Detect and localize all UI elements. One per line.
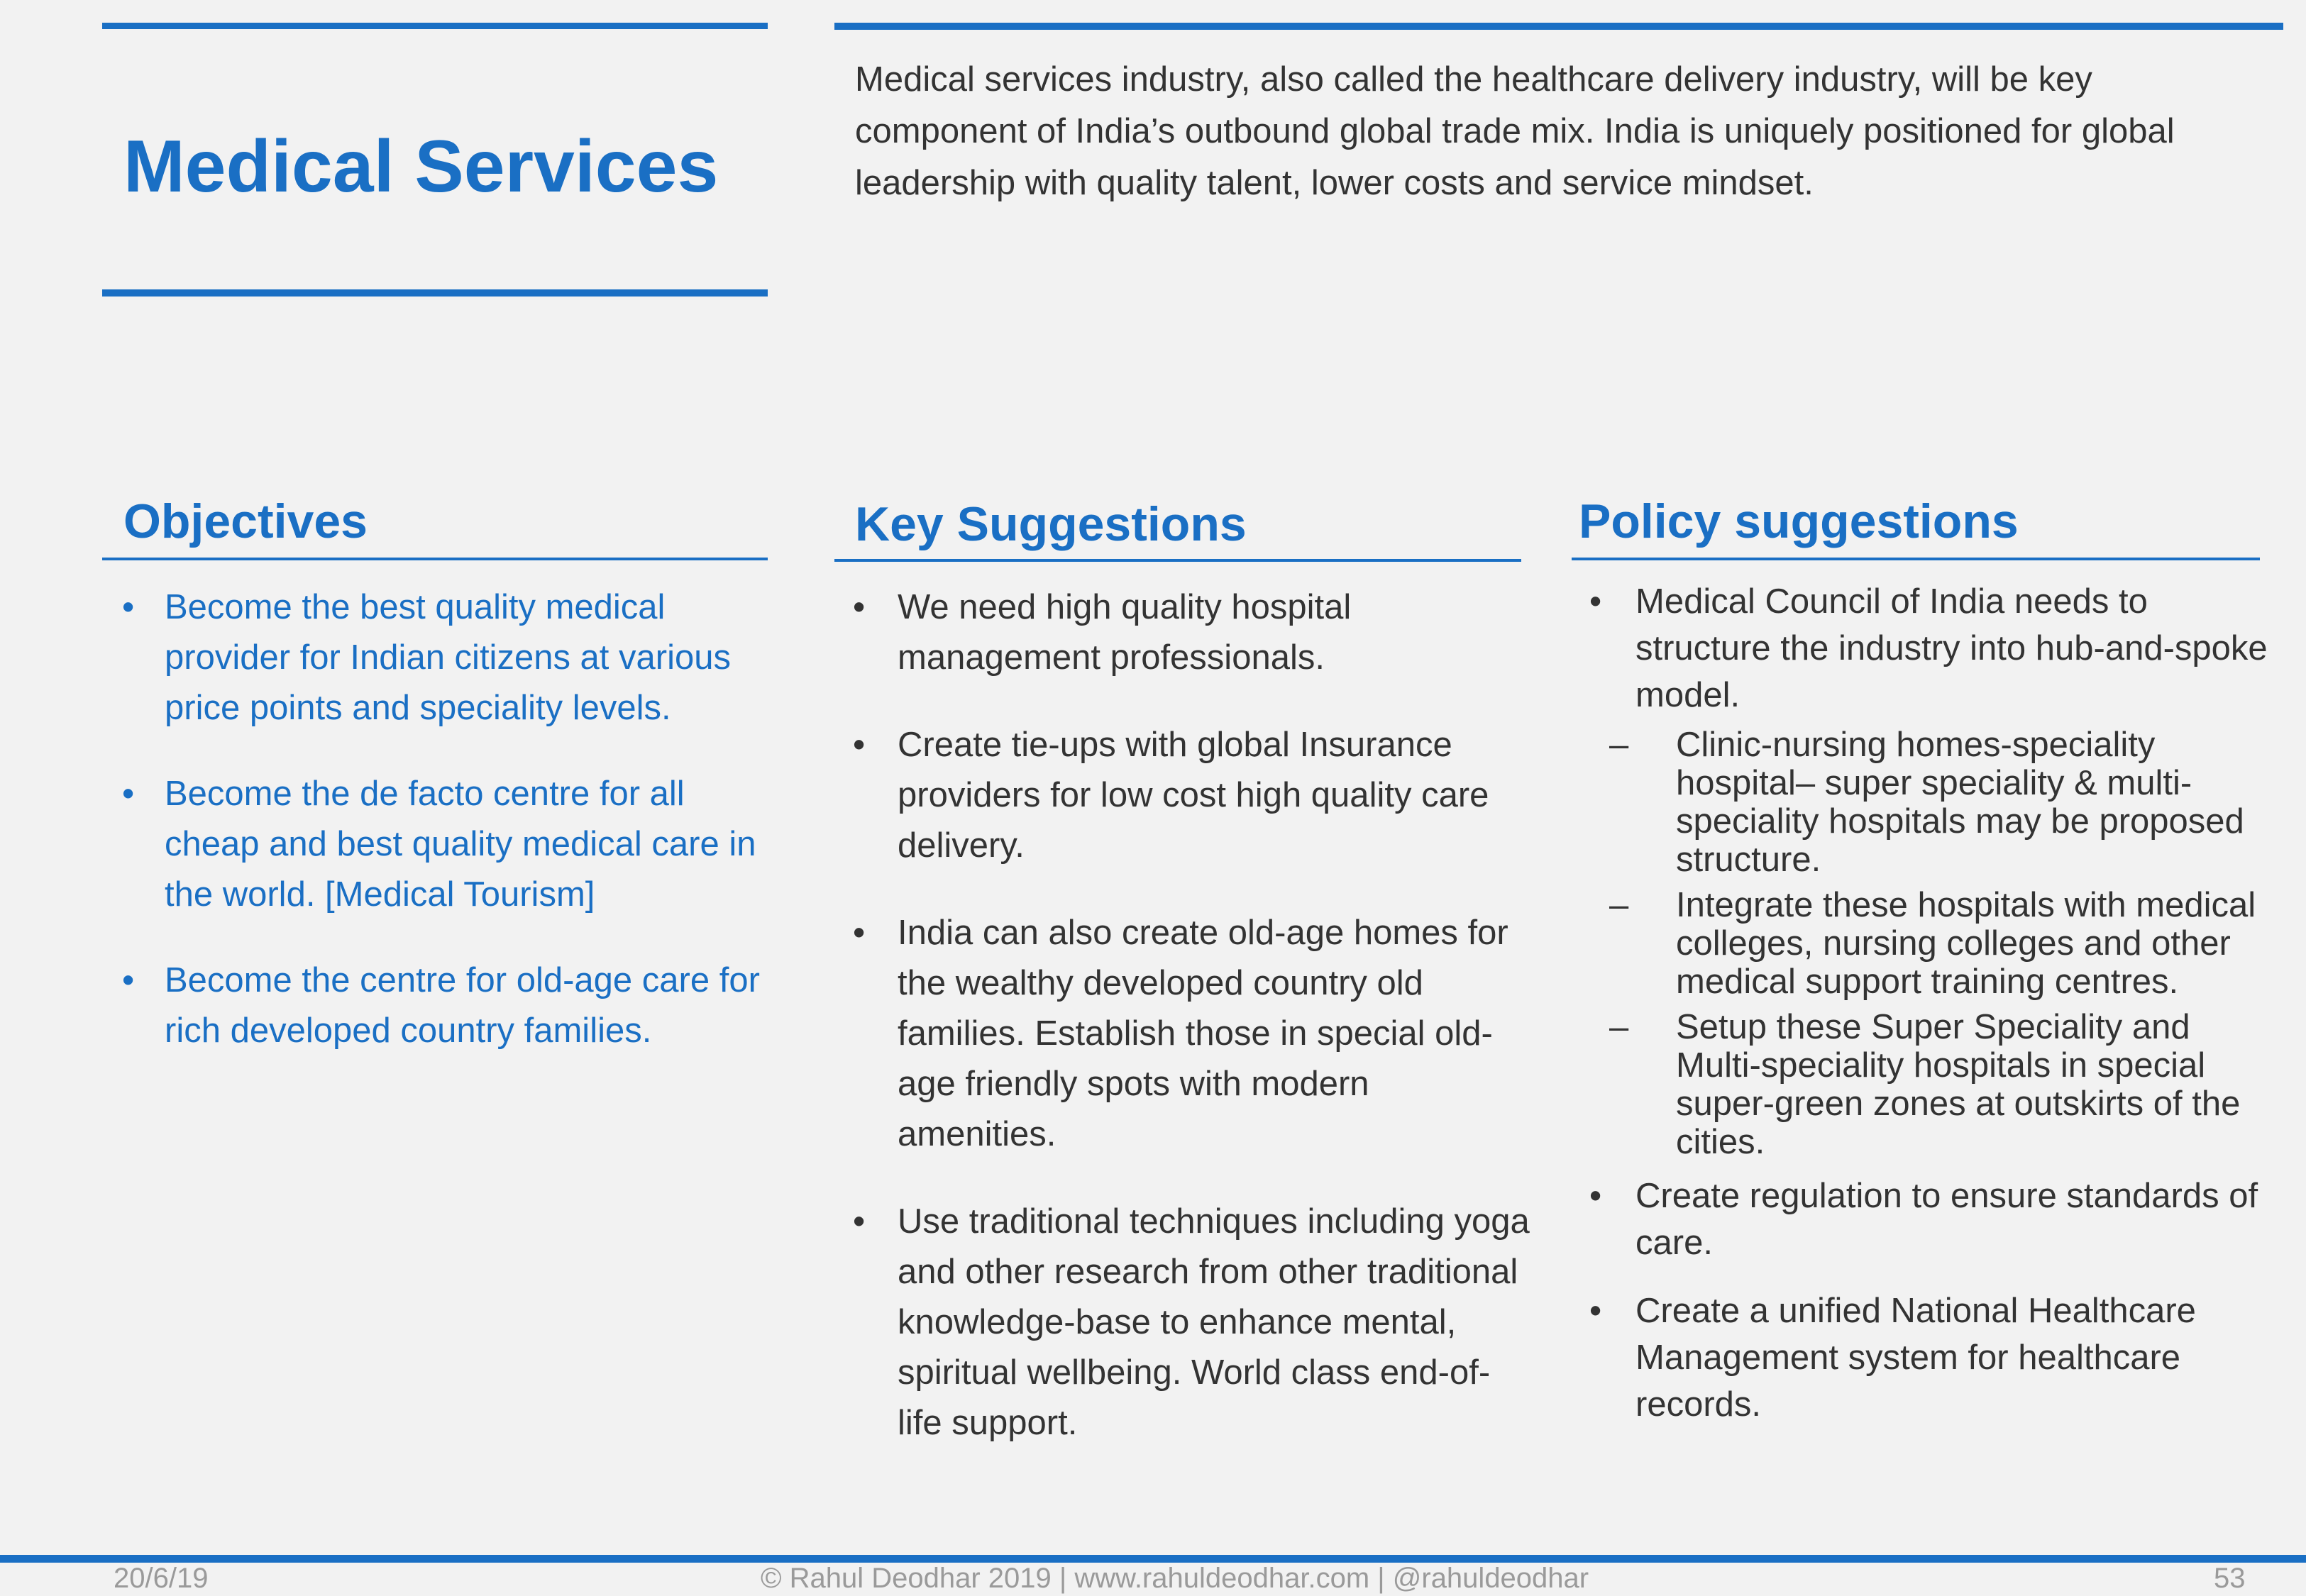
key-suggestions-heading-rule <box>834 559 1521 562</box>
key-suggestions-list <box>853 582 1534 1485</box>
objective-text: Become the de facto centre for all cheap and best quality medical care in the world. [Medical Tourism] <box>165 775 756 914</box>
objectives-heading: Objectives <box>123 494 368 548</box>
key-suggestion-text: We need high quality hospital management professionals. <box>898 588 1352 677</box>
policy-suggestion-text: Medical Council of India needs to structure the industry into hub-and-spoke model. <box>1635 582 2268 714</box>
dash-icon: – <box>1609 1008 1629 1046</box>
sub-list-item <box>1589 886 2271 1001</box>
footer-rule <box>0 1555 2306 1563</box>
list-item <box>853 908 1534 1160</box>
policy-suggestions-heading: Policy suggestions <box>1579 494 2019 548</box>
policy-suggestion-text: Create a unified National Healthcare Management system for healthcare records. <box>1635 1292 2196 1424</box>
key-suggestions-heading: Key Suggestions <box>855 497 1247 551</box>
sub-list-item <box>1589 1008 2271 1161</box>
list-item <box>853 1197 1534 1448</box>
sub-list-item <box>1589 726 2271 879</box>
policy-sub-text: Clinic-nursing homes-speciality hospital– super speciality & multi-speciality hospitals may be proposed structure. <box>1676 726 2244 879</box>
bullet-icon: • <box>853 588 866 626</box>
objective-text: Become the best quality medical provider for Indian citizens at various price points and speciality levels. <box>165 588 731 727</box>
key-suggestion-text: India can also create old-age homes for the wealthy developed country old families. Establish those in special old-age friendly spots with modern amenities. <box>898 914 1508 1153</box>
bullet-icon: • <box>122 961 135 999</box>
list-item <box>853 720 1534 871</box>
list-item <box>1589 1173 2271 1266</box>
intro-paragraph: Medical services industry, also called the healthcare delivery industry, will be key component of India’s outbound global trade mix. India is uniquely positioned for global leadership with quality talent, lower costs and service mindset. <box>855 60 2175 202</box>
bullet-icon: • <box>853 726 866 764</box>
list-item <box>1589 578 2271 1161</box>
list-item <box>853 582 1534 683</box>
policy-sub-list <box>1589 726 2271 1161</box>
footer-credit: © Rahul Deodhar 2019 | www.rahuldeodhar.com | @rahuldeodhar <box>761 1563 1589 1594</box>
policy-suggestions-list <box>1589 578 2271 1428</box>
objective-text: Become the centre for old-age care for rich developed country families. <box>165 961 760 1050</box>
bullet-icon: • <box>1589 1177 1602 1215</box>
objectives-list <box>122 582 775 1092</box>
policy-sub-text: Setup these Super Speciality and Multi-speciality hospitals in special super-green zones at outskirts of the cities. <box>1676 1008 2241 1161</box>
objectives-heading-rule <box>102 558 768 560</box>
title-top-rule <box>102 23 768 29</box>
slide-title: Medical Services <box>123 126 719 208</box>
policy-suggestions-heading-rule <box>1572 558 2260 560</box>
list-item <box>122 769 775 920</box>
footer-date: 20/6/19 <box>114 1563 209 1594</box>
dash-icon: – <box>1609 886 1629 924</box>
bullet-icon: • <box>853 914 866 952</box>
bullet-icon: • <box>1589 582 1602 621</box>
policy-suggestion-text: Create regulation to ensure standards of care. <box>1635 1177 2258 1262</box>
bullet-icon: • <box>122 588 135 626</box>
key-suggestion-text: Use traditional techniques including yoga and other research from other traditional knowledge-base to enhance mental, spiritual wellbeing. World class end-of-life support. <box>898 1202 1530 1442</box>
list-item <box>122 582 775 733</box>
list-item <box>122 955 775 1056</box>
title-bottom-rule <box>102 289 768 297</box>
bullet-icon: • <box>122 775 135 813</box>
policy-sub-text: Integrate these hospitals with medical colleges, nursing colleges and other medical support training centres. <box>1676 886 2256 1001</box>
intro-top-rule <box>834 23 2283 30</box>
bullet-icon: • <box>853 1202 866 1241</box>
key-suggestion-text: Create tie-ups with global Insurance providers for low cost high quality care delivery. <box>898 726 1489 865</box>
bullet-icon: • <box>1589 1292 1602 1330</box>
list-item <box>1589 1287 2271 1428</box>
footer-page-number: 53 <box>2214 1563 2246 1594</box>
dash-icon: – <box>1609 726 1629 764</box>
